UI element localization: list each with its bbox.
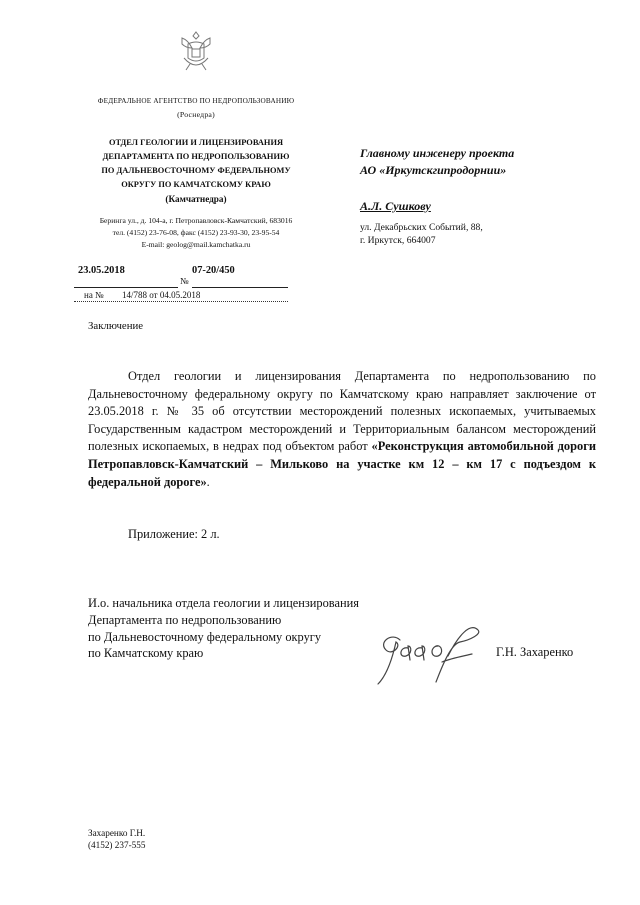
recipient-name: А.Л. Сушкову bbox=[360, 199, 431, 213]
document-number: 07-20/450 bbox=[192, 265, 235, 276]
signatory-line: Департамента по недропользованию bbox=[88, 612, 282, 627]
coat-of-arms-icon bbox=[174, 28, 218, 74]
body-paragraph bbox=[88, 368, 596, 491]
sender-phones: тел. (4152) 23-76-08, факс (4152) 23-93-30, 23-95-54 bbox=[112, 228, 280, 237]
department-line: ПО ДАЛЬНЕВОСТОЧНОМУ ФЕДЕРАЛЬНОМУ bbox=[101, 166, 291, 175]
signatory-position bbox=[88, 595, 359, 662]
body-text: Отдел геологии и лицензирования Департамента по недропользованию по Дальневосточному федеральному округу по Камчатскому краю направляет заключение от 23.05.2018 г. № 35 об отсутствии месторождений полезных ископаемых, учитываемых Государственным кадастром месторождений и Территориальным балансом месторождений полезных ископаемых, в недрах под объектом работ bbox=[88, 369, 596, 454]
handwritten-signature bbox=[356, 618, 496, 690]
sender-street: Беринга ул., д. 104-а, г. Петропавловск-Камчатский, 683016 bbox=[99, 216, 293, 225]
document-heading: Заключение bbox=[88, 320, 144, 332]
body-object-name: «Реконструкция автомобильной дороги Петропавловск-Камчатский – Мильково на участке км 12 – км 17 с подъездом к федеральной дороге» bbox=[88, 439, 596, 489]
recipient-address bbox=[360, 221, 483, 247]
reference-prefix: на № bbox=[84, 290, 104, 300]
department-name bbox=[60, 136, 332, 206]
signatory-line: по Дальневосточному федеральному округу bbox=[88, 629, 322, 644]
agency-short-name: (Роснедра) bbox=[177, 110, 215, 119]
executor-phone: (4152) 237-555 bbox=[88, 840, 146, 850]
sender-address bbox=[60, 215, 332, 251]
reference-underline bbox=[74, 301, 288, 302]
appendix-note: Приложение: 2 л. bbox=[128, 527, 220, 541]
recipient-street: ул. Декабрьских Событий, 88, bbox=[360, 222, 483, 233]
department-line: ОТДЕЛ ГЕОЛОГИИ И ЛИЦЕНЗИРОВАНИЯ bbox=[108, 138, 284, 147]
executor-name: Захаренко Г.Н. bbox=[88, 828, 146, 838]
executor-info bbox=[88, 827, 145, 851]
document-date: 23.05.2018 bbox=[78, 265, 125, 276]
recipient-organization: АО «Иркутскгипродорнии» bbox=[360, 163, 507, 177]
signatory-line: по Камчатскому краю bbox=[88, 646, 204, 661]
body-end: . bbox=[206, 474, 210, 489]
date-underline bbox=[74, 287, 178, 288]
agency-name: ФЕДЕРАЛЬНОЕ АГЕНТСТВО ПО НЕДРОПОЛЬЗОВАНИЮ bbox=[97, 97, 295, 105]
recipient-block bbox=[360, 145, 630, 179]
number-underline bbox=[192, 287, 288, 288]
recipient-position: Главному инженеру проекта bbox=[360, 146, 515, 160]
sender-email: E-mail: geolog@mail.kamchatka.ru bbox=[141, 240, 251, 249]
signer-name: Г.Н. Захаренко bbox=[496, 645, 574, 659]
department-short-name: (Камчатнедра) bbox=[165, 194, 227, 204]
number-sign: № bbox=[180, 276, 189, 286]
recipient-city: г. Иркутск, 664007 bbox=[360, 235, 436, 246]
reference-number: 14/788 от 04.05.2018 bbox=[122, 290, 201, 300]
department-line: ОКРУГУ ПО КАМЧАТСКОМУ КРАЮ bbox=[121, 180, 271, 189]
department-line: ДЕПАРТАМЕНТА ПО НЕДРОПОЛЬЗОВАНИЮ bbox=[102, 152, 290, 161]
signatory-line: И.о. начальника отдела геологии и лицензирования bbox=[88, 596, 359, 610]
